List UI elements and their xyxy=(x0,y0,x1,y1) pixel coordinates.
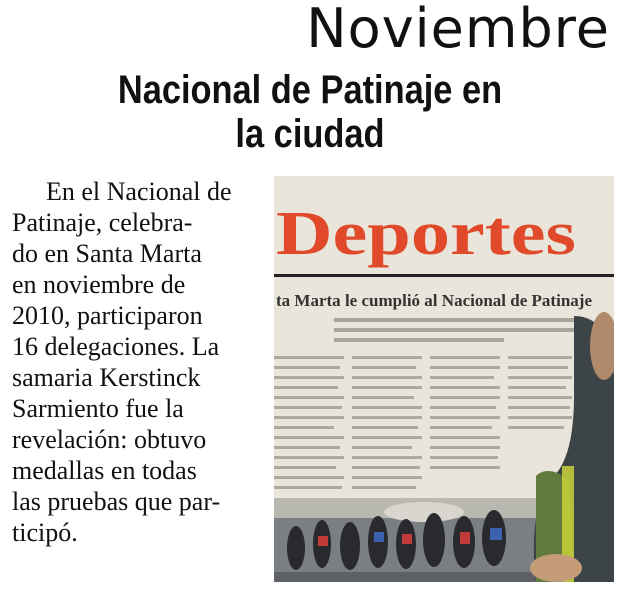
body-line: ticipó. xyxy=(12,518,78,547)
body-line: do en Santa Marta xyxy=(12,239,202,268)
body-line: en noviembre de xyxy=(12,270,186,299)
body-line: Patinaje, celebra- xyxy=(12,208,193,237)
article-body xyxy=(12,176,260,548)
newspaper-masthead: Deportes xyxy=(276,200,576,268)
skaters-photo xyxy=(274,498,544,582)
body-line: En el Nacional de xyxy=(46,177,232,206)
article-title-line-2: la ciudad xyxy=(235,112,385,156)
article-title xyxy=(78,68,542,156)
body-line: medallas en todas xyxy=(12,456,197,485)
article-title-line-1: Nacional de Patinaje en xyxy=(117,68,503,112)
month-header: Noviembre xyxy=(306,0,610,60)
body-line: las pruebas que par- xyxy=(12,487,221,516)
body-line: revelación: obtuvo xyxy=(12,425,207,454)
newspaper-photo-drawing xyxy=(274,176,614,582)
newspaper-subheadline: ta Marta le cumplió al Nacional de Patinaje xyxy=(276,291,593,310)
body-line: 2010, participaron xyxy=(12,301,203,330)
newspaper-photo xyxy=(274,176,614,582)
body-line: 16 delegaciones. La xyxy=(12,332,220,361)
body-line: samaria Kerstinck xyxy=(12,363,201,392)
body-line: Sarmiento fue la xyxy=(12,394,184,423)
